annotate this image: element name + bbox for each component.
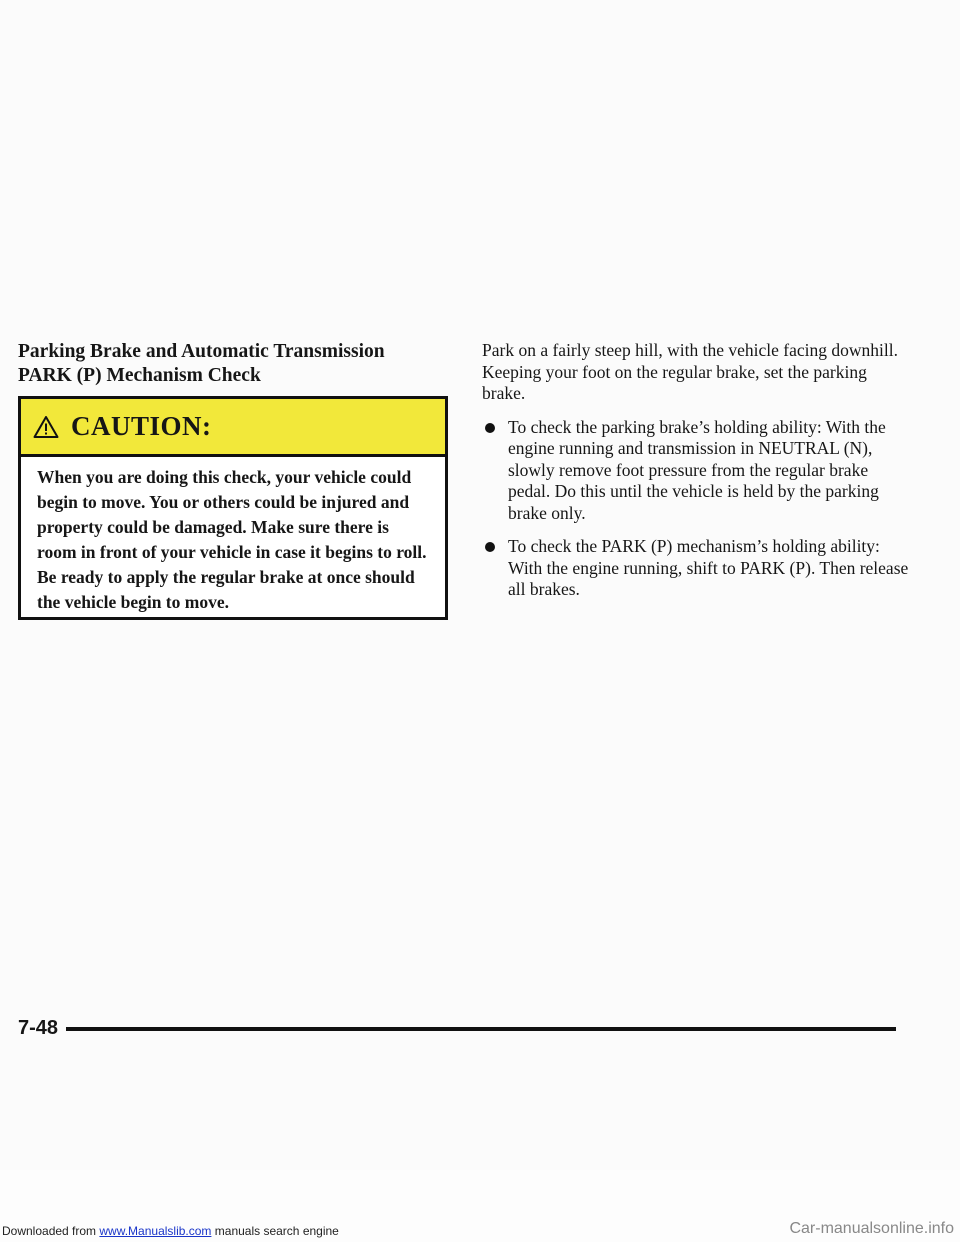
download-footer	[2, 1224, 339, 1238]
list-item-text: To check the parking brake’s holding ability: With the engine running and transmission in NEUTRAL (N), slowly remove foot pressure from the regular brake pedal. Do this until the vehicle is held by the parking brake only.	[508, 416, 886, 523]
page-rule	[66, 1027, 896, 1031]
list-item	[482, 536, 912, 601]
bullet-icon	[485, 542, 495, 552]
procedure-intro: Park on a fairly steep hill, with the vehicle facing downhill. Keeping your foot on the regular brake, set the parking brake.	[482, 340, 899, 403]
caution-body: When you are doing this check, your vehicle could begin to move. You or others could be injured and property could be damaged. Make sure there is room in front of your vehicle in case it begins to roll. Be ready to apply the regular brake at once should the vehicle begin to move.	[37, 467, 427, 612]
footer-prefix: Downloaded from	[2, 1224, 100, 1238]
section-heading	[18, 340, 458, 388]
list-item-text: To check the PARK (P) mechanism’s holding ability: With the engine running, shift to PARK (P). Then release all brakes.	[508, 536, 909, 599]
caution-header	[21, 399, 445, 457]
footer-suffix: manuals search engine	[211, 1224, 339, 1238]
caution-box	[18, 396, 448, 620]
procedure-list	[482, 417, 912, 601]
warning-triangle-icon	[33, 415, 59, 439]
list-item	[482, 417, 912, 525]
footer-watermark: Car-manualsonline.info	[789, 1220, 954, 1237]
page-number: 7-48	[18, 1017, 59, 1039]
section-heading-line1: Parking Brake and Automatic Transmission	[18, 341, 385, 362]
bullet-icon	[485, 423, 495, 433]
caution-title: CAUTION:	[71, 411, 212, 441]
procedure-column	[482, 340, 912, 613]
section-heading-line2: PARK (P) Mechanism Check	[18, 365, 261, 386]
manualslib-link[interactable]: www.Manualslib.com	[99, 1224, 212, 1238]
